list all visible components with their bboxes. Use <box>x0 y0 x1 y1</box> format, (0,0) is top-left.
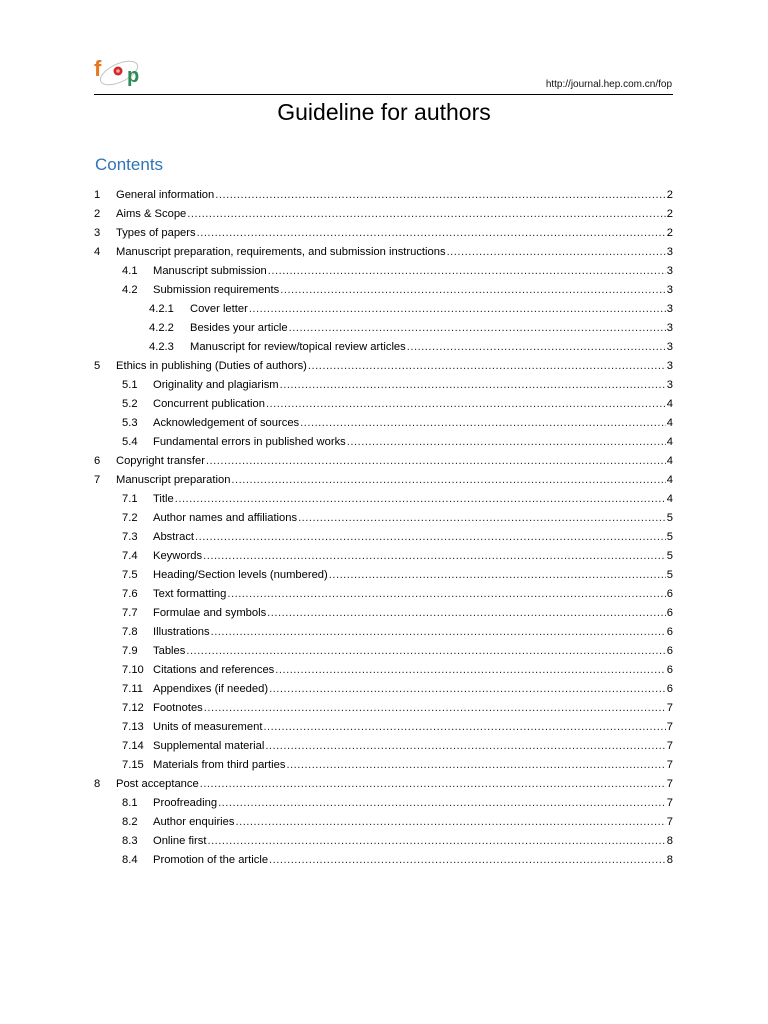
toc-entry[interactable] <box>94 546 673 565</box>
toc-dot-leader <box>280 379 666 391</box>
toc-entry-number: 7.13 <box>122 720 144 733</box>
toc-dot-leader <box>347 436 666 448</box>
toc-entry-page: 7 <box>666 701 673 714</box>
toc-dot-leader <box>207 835 665 847</box>
toc-entry-title: Ethics in publishing (Duties of authors) <box>116 359 307 372</box>
toc-entry-page: 2 <box>666 226 673 239</box>
toc-entry-number: 4.1 <box>122 264 138 277</box>
toc-entry[interactable] <box>94 185 673 204</box>
toc-dot-leader <box>206 455 666 467</box>
toc-entry-page: 2 <box>666 188 673 201</box>
toc-dot-leader <box>268 265 666 277</box>
toc-entry-title: Formulae and symbols <box>153 606 267 619</box>
toc-entry[interactable] <box>94 489 673 508</box>
toc-entry-page: 7 <box>666 739 673 752</box>
toc-entry-page: 3 <box>666 340 673 353</box>
toc-entry-title: Fundamental errors in published works <box>153 435 346 448</box>
toc-entry-number: 7.10 <box>122 663 144 676</box>
toc-dot-leader <box>269 683 666 695</box>
contents-heading: Contents <box>95 155 164 174</box>
toc-entry-number: 7.1 <box>122 492 138 505</box>
toc-entry[interactable] <box>94 850 673 869</box>
toc-entry-page: 7 <box>666 815 673 828</box>
toc-dot-leader <box>300 417 666 429</box>
fop-logo-icon <box>93 52 149 90</box>
toc-entry-number: 7.6 <box>122 587 138 600</box>
toc-entry-page: 6 <box>666 644 673 657</box>
toc-entry[interactable] <box>94 261 673 280</box>
toc-entry-number: 7.7 <box>122 606 138 619</box>
toc-entry-number: 7.12 <box>122 701 144 714</box>
toc-dot-leader <box>227 588 665 600</box>
toc-entry-page: 5 <box>666 511 673 524</box>
toc-dot-leader <box>204 702 666 714</box>
toc-entry[interactable] <box>94 337 673 356</box>
toc-entry[interactable] <box>94 527 673 546</box>
toc-entry[interactable] <box>94 470 673 489</box>
toc-entry[interactable] <box>94 679 673 698</box>
logo-letter-f: f <box>94 56 102 81</box>
toc-entry[interactable] <box>94 698 673 717</box>
toc-entry[interactable] <box>94 242 673 261</box>
toc-entry-number: 8.4 <box>122 853 138 866</box>
toc-entry-title: Materials from third parties <box>153 758 286 771</box>
toc-entry-number: 8.1 <box>122 796 138 809</box>
toc-dot-leader <box>197 227 666 239</box>
toc-entry-page: 2 <box>666 207 673 220</box>
toc-entry-number: 5.1 <box>122 378 138 391</box>
toc-entry-number: 5.2 <box>122 397 138 410</box>
toc-entry-page: 7 <box>666 796 673 809</box>
toc-dot-leader <box>263 721 665 733</box>
toc-entry[interactable] <box>94 375 673 394</box>
toc-entry-title: Author enquiries <box>153 815 235 828</box>
toc-dot-leader <box>308 360 666 372</box>
toc-dot-leader <box>186 645 665 657</box>
toc-entry-number: 2 <box>94 207 101 220</box>
toc-entry-page: 3 <box>666 302 673 315</box>
toc-entry-page: 5 <box>666 568 673 581</box>
toc-entry-page: 4 <box>666 454 673 467</box>
toc-entry-title: Promotion of the article <box>153 853 269 866</box>
toc-entry-number: 3 <box>94 226 101 239</box>
toc-entry-number: 8.3 <box>122 834 138 847</box>
toc-entry-number: 8 <box>94 777 101 790</box>
toc-entry-title: Abstract <box>153 530 195 543</box>
toc-entry-title: Besides your article <box>190 321 288 334</box>
toc-entry-number: 7.5 <box>122 568 138 581</box>
toc-entry[interactable] <box>94 641 673 660</box>
toc-entry-title: Manuscript submission <box>153 264 267 277</box>
toc-entry[interactable] <box>94 812 673 831</box>
toc-entry-number: 7.2 <box>122 511 138 524</box>
toc-entry-number: 7.9 <box>122 644 138 657</box>
toc-dot-leader <box>265 740 665 752</box>
toc-dot-leader <box>289 322 666 334</box>
toc-entry-title: Proofreading <box>153 796 218 809</box>
toc-dot-leader <box>298 512 666 524</box>
toc-entry-number: 7.11 <box>122 682 143 695</box>
toc-entry-page: 3 <box>666 264 673 277</box>
toc-entry-page: 3 <box>666 359 673 372</box>
toc-entry-page: 7 <box>666 720 673 733</box>
toc-entry[interactable] <box>94 584 673 603</box>
toc-entry-page: 3 <box>666 321 673 334</box>
toc-dot-leader <box>200 778 666 790</box>
toc-dot-leader <box>195 531 666 543</box>
toc-entry-page: 3 <box>666 245 673 258</box>
toc-entry-number: 1 <box>94 188 101 201</box>
toc-entry-title: Keywords <box>153 549 203 562</box>
toc-entry[interactable] <box>94 755 673 774</box>
toc-entry-title: Manuscript preparation, requirements, and submission instructions <box>116 245 446 258</box>
toc-entry-title: Concurrent publication <box>153 397 265 410</box>
toc-entry-title: Citations and references <box>153 663 275 676</box>
toc-entry-number: 7 <box>94 473 101 486</box>
toc-dot-leader <box>407 341 666 353</box>
toc-entry-title: Post acceptance <box>116 777 199 790</box>
toc-dot-leader <box>249 303 666 315</box>
toc-entry-title: Copyright transfer <box>116 454 205 467</box>
toc-entry-page: 7 <box>666 777 673 790</box>
toc-entry[interactable] <box>94 413 673 432</box>
toc-entry[interactable] <box>94 603 673 622</box>
toc-entry-number: 7.3 <box>122 530 138 543</box>
toc-dot-leader <box>187 208 666 220</box>
toc-entry-title: Title <box>153 492 174 505</box>
toc-dot-leader <box>175 493 666 505</box>
toc-entry-page: 6 <box>666 663 673 676</box>
toc-entry[interactable] <box>94 318 673 337</box>
toc-entry-page: 3 <box>666 378 673 391</box>
toc-entry-page: 8 <box>666 853 673 866</box>
toc-entry[interactable] <box>94 831 673 850</box>
toc-entry[interactable] <box>94 565 673 584</box>
toc-entry-number: 5.3 <box>122 416 138 429</box>
toc-entry-title: Appendixes (if needed) <box>153 682 269 695</box>
toc-entry-number: 7.4 <box>122 549 138 562</box>
toc-entry[interactable] <box>94 223 673 242</box>
toc-entry[interactable] <box>94 793 673 812</box>
toc-entry-page: 3 <box>666 283 673 296</box>
toc-dot-leader <box>203 550 666 562</box>
toc-entry-number: 5.4 <box>122 435 138 448</box>
document-title: Guideline for authors <box>277 99 491 125</box>
toc-entry-page: 6 <box>666 587 673 600</box>
toc-entry[interactable] <box>94 280 673 299</box>
toc-entry-page: 6 <box>666 682 673 695</box>
toc-entry-number: 7.8 <box>122 625 138 638</box>
toc-entry-page: 6 <box>666 625 673 638</box>
toc-entry-title: Aims & Scope <box>116 207 187 220</box>
toc-entry[interactable] <box>94 394 673 413</box>
toc-entry-number: 4.2.1 <box>149 302 174 315</box>
toc-entry[interactable] <box>94 736 673 755</box>
toc-entry-page: 4 <box>666 416 673 429</box>
toc-entry[interactable] <box>94 204 673 223</box>
toc-entry[interactable] <box>94 432 673 451</box>
toc-entry-number: 4.2 <box>122 283 138 296</box>
toc-entry-number: 4.2.2 <box>149 321 174 334</box>
toc-entry-title: Online first <box>153 834 207 847</box>
toc-entry[interactable] <box>94 660 673 679</box>
toc-entry-number: 4 <box>94 245 101 258</box>
header-divider <box>94 94 673 95</box>
toc-entry-title: Manuscript for review/topical review articles <box>190 340 406 353</box>
toc-entry-page: 5 <box>666 549 673 562</box>
toc-entry-title: Footnotes <box>153 701 203 714</box>
toc-entry-title: Heading/Section levels (numbered) <box>153 568 328 581</box>
toc-entry[interactable] <box>94 299 673 318</box>
toc-entry-title: Acknowledgement of sources <box>153 416 300 429</box>
toc-dot-leader <box>286 759 665 771</box>
toc-entry-page: 6 <box>666 606 673 619</box>
toc-entry-page: 7 <box>666 758 673 771</box>
toc-entry-title: General information <box>116 188 215 201</box>
toc-entry-title: Originality and plagiarism <box>153 378 279 391</box>
toc-dot-leader <box>211 626 666 638</box>
toc-entry[interactable] <box>94 774 673 793</box>
toc-dot-leader <box>215 189 666 201</box>
toc-entry-page: 4 <box>666 473 673 486</box>
toc-entry[interactable] <box>94 508 673 527</box>
toc-entry-number: 6 <box>94 454 101 467</box>
toc-entry[interactable] <box>94 622 673 641</box>
logo-letter-p: p <box>127 65 140 87</box>
toc-entry-title: Cover letter <box>190 302 248 315</box>
toc-entry-title: Illustrations <box>153 625 210 638</box>
toc-dot-leader <box>329 569 666 581</box>
toc-entry-page: 4 <box>666 435 673 448</box>
toc-entry[interactable] <box>94 451 673 470</box>
toc-dot-leader <box>231 474 665 486</box>
toc-dot-leader <box>269 854 666 866</box>
toc-entry-page: 4 <box>666 397 673 410</box>
toc-entry-title: Types of papers <box>116 226 196 239</box>
toc-dot-leader <box>447 246 666 258</box>
toc-entry[interactable] <box>94 717 673 736</box>
toc-entry-title: Submission requirements <box>153 283 280 296</box>
toc-entry-number: 4.2.3 <box>149 340 174 353</box>
toc-entry-title: Author names and affiliations <box>153 511 298 524</box>
toc-entry-page: 4 <box>666 492 673 505</box>
toc-entry-title: Text formatting <box>153 587 227 600</box>
toc-entry-number: 7.15 <box>122 758 144 771</box>
toc-entry[interactable] <box>94 356 673 375</box>
journal-url[interactable]: http://journal.hep.com.cn/fop <box>545 79 672 90</box>
toc-dot-leader <box>280 284 666 296</box>
toc-dot-leader <box>235 816 665 828</box>
toc-dot-leader <box>266 398 666 410</box>
toc-entry-title: Tables <box>153 644 186 657</box>
toc-dot-leader <box>275 664 666 676</box>
toc-entry-title: Units of measurement <box>153 720 263 733</box>
toc-entry-number: 5 <box>94 359 101 372</box>
toc-entry-number: 8.2 <box>122 815 138 828</box>
table-of-contents <box>94 185 673 869</box>
toc-entry-title: Manuscript preparation <box>116 473 231 486</box>
toc-entry-page: 5 <box>666 530 673 543</box>
toc-entry-title: Supplemental material <box>153 739 265 752</box>
toc-dot-leader <box>218 797 666 809</box>
toc-entry-page: 8 <box>666 834 673 847</box>
toc-entry-number: 7.14 <box>122 739 144 752</box>
toc-dot-leader <box>267 607 666 619</box>
